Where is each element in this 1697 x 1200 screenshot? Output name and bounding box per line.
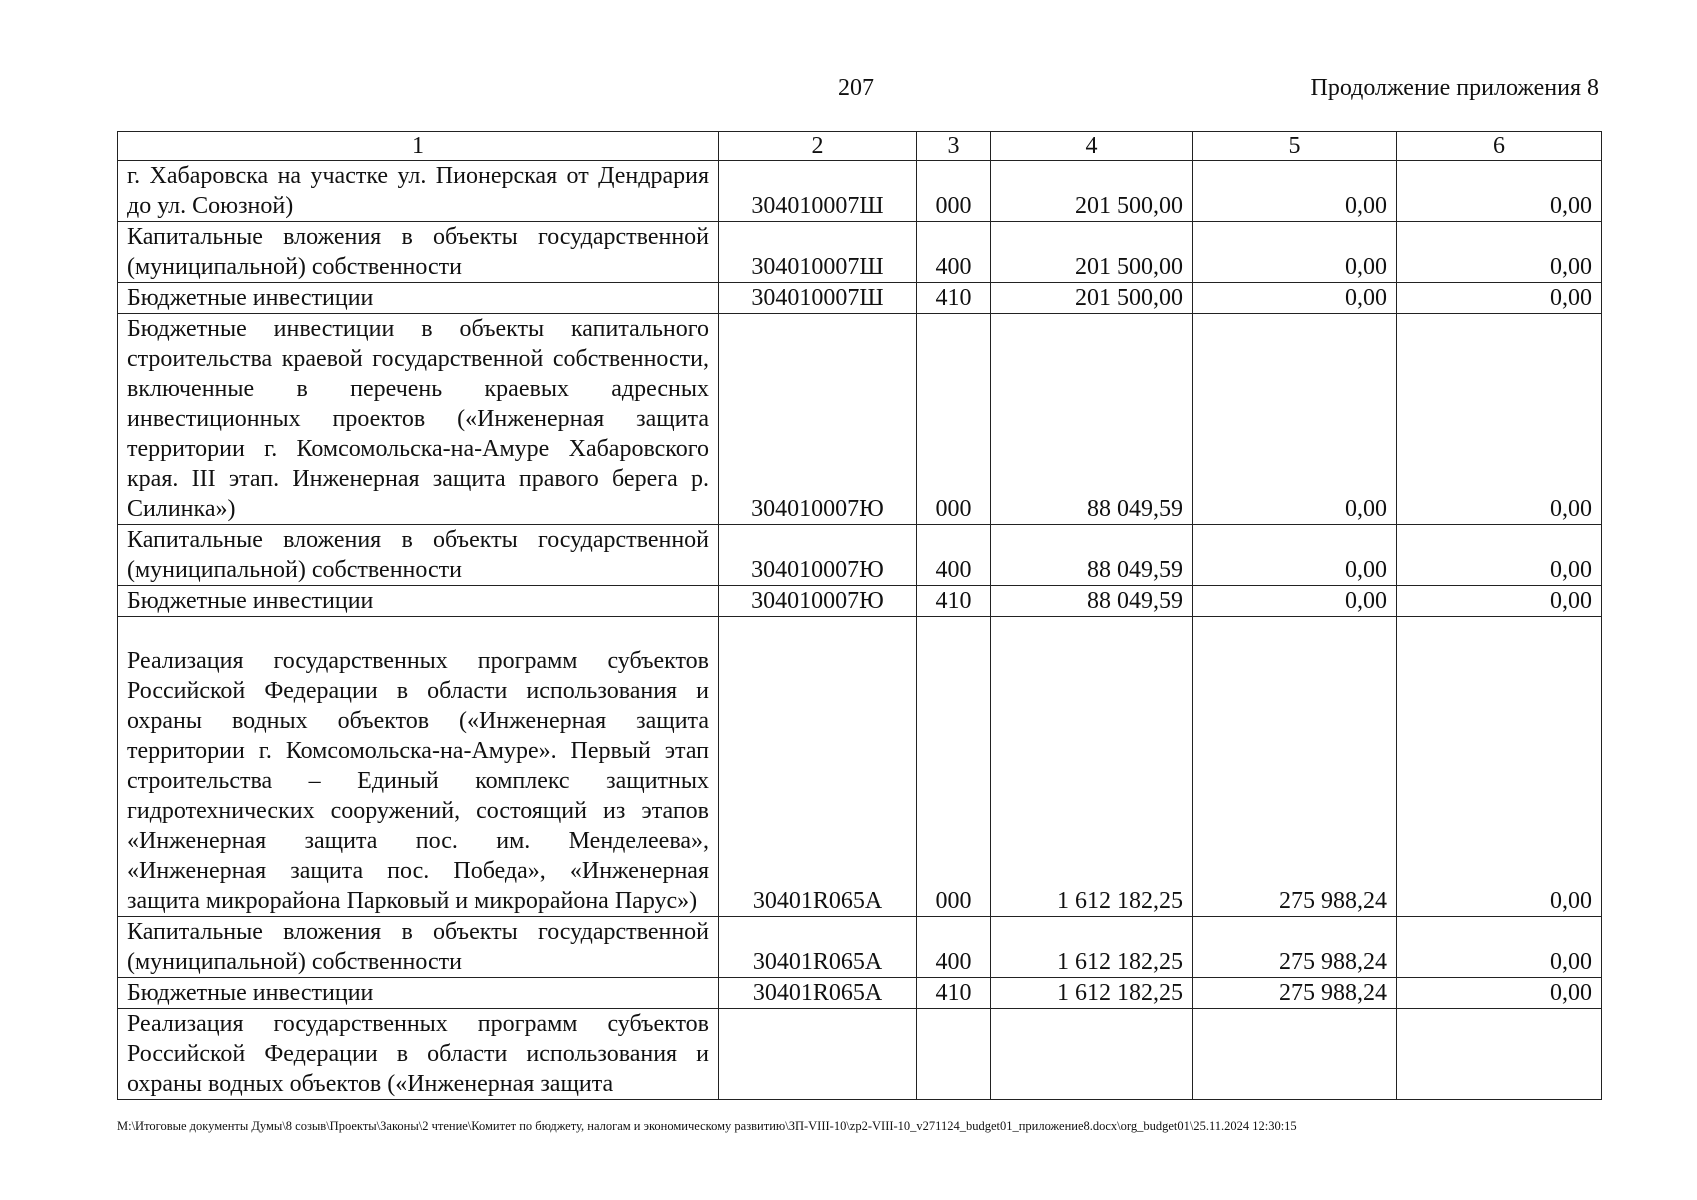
expense-type-code: 410 (917, 586, 991, 617)
target-article-code: 304010007Ю (719, 314, 917, 525)
row-name: Бюджетные инвестиции (118, 978, 719, 1009)
amount-col-5: 0,00 (1193, 222, 1397, 283)
amount-col-6: 0,00 (1397, 222, 1602, 283)
amount-col-4: 88 049,59 (991, 314, 1193, 525)
expense-type-code: 410 (917, 978, 991, 1009)
row-name: Капитальные вложения в объекты государственной (муниципальной) собственности (118, 525, 719, 586)
amount-col-6: 0,00 (1397, 525, 1602, 586)
amount-col-5: 0,00 (1193, 314, 1397, 525)
row-name: Бюджетные инвестиции (118, 283, 719, 314)
amount-col-6: 0,00 (1397, 283, 1602, 314)
column-header-3: 3 (917, 132, 991, 161)
column-header-1: 1 (118, 132, 719, 161)
amount-col-4: 1 612 182,25 (991, 617, 1193, 917)
target-article-code: 30401R065A (719, 978, 917, 1009)
page-number: 207 (838, 75, 874, 101)
amount-col-6: 0,00 (1397, 917, 1602, 978)
amount-col-4: 1 612 182,25 (991, 917, 1193, 978)
target-article-code: 30401R065A (719, 617, 917, 917)
expense-type-code (917, 1009, 991, 1100)
amount-col-4: 1 612 182,25 (991, 978, 1193, 1009)
amount-col-4: 201 500,00 (991, 283, 1193, 314)
budget-table (117, 131, 1602, 1100)
amount-col-5 (1193, 1009, 1397, 1100)
table-row (118, 978, 1602, 1009)
expense-type-code: 400 (917, 222, 991, 283)
table-row (118, 586, 1602, 617)
column-header-5: 5 (1193, 132, 1397, 161)
table-row (118, 283, 1602, 314)
expense-type-code: 400 (917, 525, 991, 586)
row-name: Реализация государственных программ субъектов Российской Федерации в области использования и охраны водных объектов («Инженерная защита территории г. Комсомольска-на-Амуре». Первый этап строительства – Единый комплекс защитных гидротехнических сооружений, состоящий из этапов «Инженерная защита пос. им. Менделеева», «Инженерная защита пос. Победа», «Инженерная защита микрорайона Парковый и микрорайона Парус») (118, 617, 719, 917)
amount-col-6 (1397, 1009, 1602, 1100)
table-header (118, 132, 1602, 161)
amount-col-4: 201 500,00 (991, 222, 1193, 283)
expense-type-code: 000 (917, 617, 991, 917)
amount-col-5: 0,00 (1193, 525, 1397, 586)
column-header-6: 6 (1397, 132, 1602, 161)
expense-type-code: 000 (917, 314, 991, 525)
amount-col-4: 88 049,59 (991, 586, 1193, 617)
row-name: Бюджетные инвестиции в объекты капитального строительства краевой государственной собственности, включенные в перечень краевых адресных инвестиционных проектов («Инженерная защита территории г. Комсомольска-на-Амуре Хабаровского края. III этап. Инженерная защита правого берега р. Силинка») (118, 314, 719, 525)
table-row (118, 161, 1602, 222)
column-header-2: 2 (719, 132, 917, 161)
table-row (118, 314, 1602, 525)
amount-col-6: 0,00 (1397, 978, 1602, 1009)
target-article-code: 30401R065A (719, 917, 917, 978)
amount-col-5: 0,00 (1193, 283, 1397, 314)
amount-col-6: 0,00 (1397, 314, 1602, 525)
table-body (118, 161, 1602, 1100)
row-name: Капитальные вложения в объекты государственной (муниципальной) собственности (118, 917, 719, 978)
target-article-code: 304010007Ш (719, 222, 917, 283)
amount-col-5: 0,00 (1193, 161, 1397, 222)
row-name: Реализация государственных программ субъектов Российской Федерации в области использования и охраны водных объектов («Инженерная защита (118, 1009, 719, 1100)
appendix-continuation-heading: Продолжение приложения 8 (1310, 75, 1599, 101)
target-article-code (719, 1009, 917, 1100)
expense-type-code: 410 (917, 283, 991, 314)
header-row (118, 132, 1602, 161)
table-row (118, 525, 1602, 586)
amount-col-4: 201 500,00 (991, 161, 1193, 222)
table-row (118, 1009, 1602, 1100)
table-row (118, 222, 1602, 283)
row-name: г. Хабаровска на участке ул. Пионерская от Дендрария до ул. Союзной) (118, 161, 719, 222)
table-row (118, 617, 1602, 917)
amount-col-6: 0,00 (1397, 617, 1602, 917)
expense-type-code: 400 (917, 917, 991, 978)
target-article-code: 304010007Ю (719, 586, 917, 617)
amount-col-5: 275 988,24 (1193, 978, 1397, 1009)
target-article-code: 304010007Ш (719, 161, 917, 222)
amount-col-5: 0,00 (1193, 586, 1397, 617)
row-name: Капитальные вложения в объекты государственной (муниципальной) собственности (118, 222, 719, 283)
amount-col-5: 275 988,24 (1193, 917, 1397, 978)
row-name: Бюджетные инвестиции (118, 586, 719, 617)
column-header-4: 4 (991, 132, 1193, 161)
amount-col-6: 0,00 (1397, 161, 1602, 222)
amount-col-4: 88 049,59 (991, 525, 1193, 586)
amount-col-4 (991, 1009, 1193, 1100)
amount-col-6: 0,00 (1397, 586, 1602, 617)
target-article-code: 304010007Ю (719, 525, 917, 586)
amount-col-5: 275 988,24 (1193, 617, 1397, 917)
target-article-code: 304010007Ш (719, 283, 917, 314)
table-row (118, 917, 1602, 978)
expense-type-code: 000 (917, 161, 991, 222)
footer-file-path: M:\Итоговые документы Думы\8 созыв\Проекты\Законы\2 чтение\Комитет по бюджету, налогам и экономическому развитию\ЗП-VIII-10\zp2-VIII-10_v271124_budget01_приложение8.docx\org_budget01\25.11.2024 12:30:15 (117, 1119, 1297, 1133)
